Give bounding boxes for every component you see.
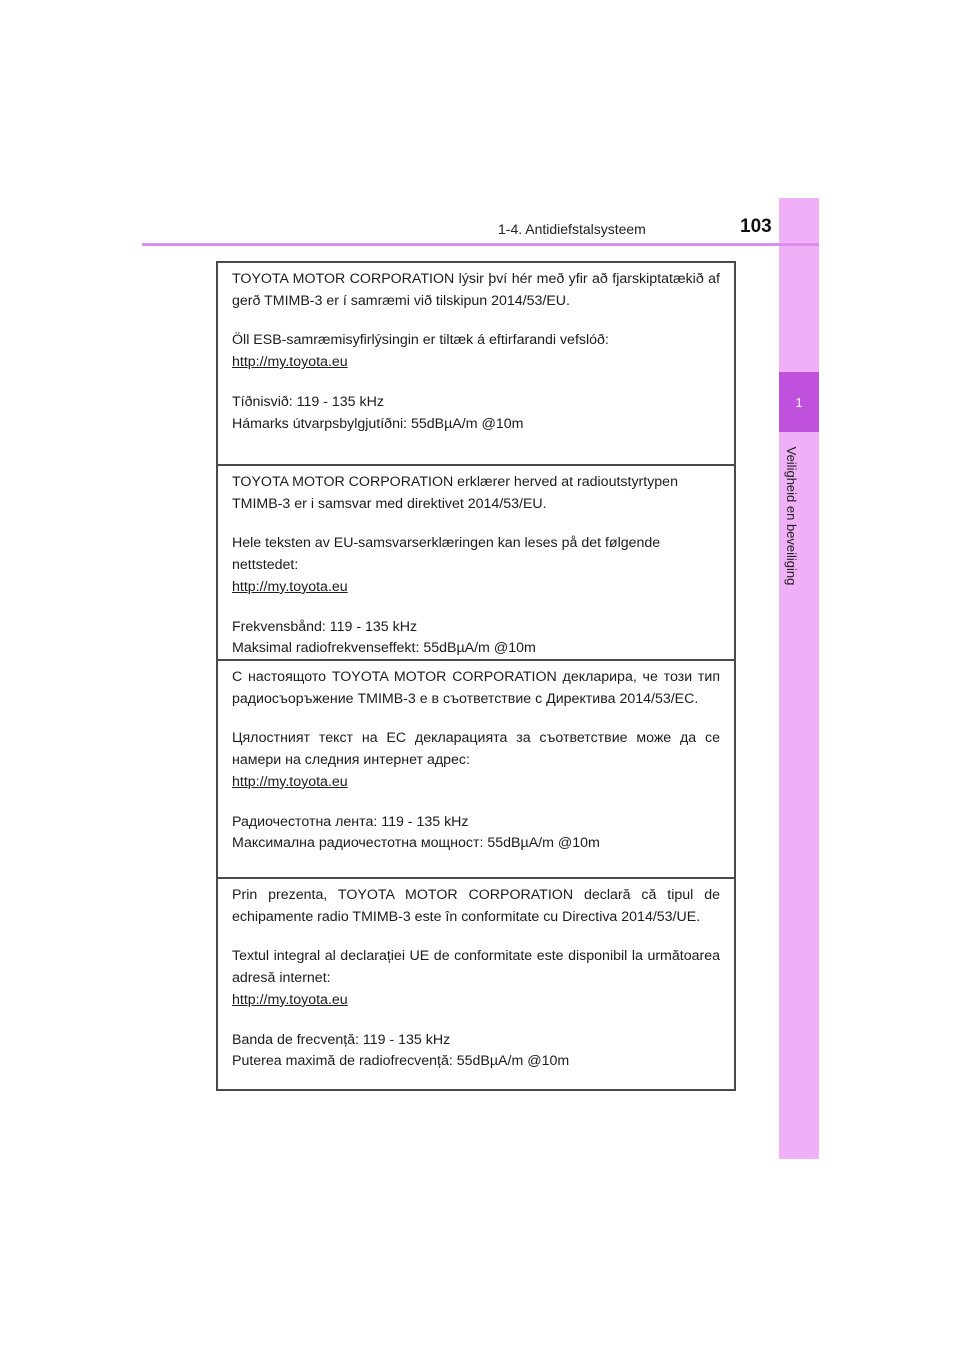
power-spec: Puterea maximă de radiofrecvență: 55dBµA/m @10m [232,1053,570,1070]
info-intro: Öll ESB-samræmisyfirlýsingin er tiltæk á eftirfarandi vefslóð: [232,332,609,349]
frequency-spec: Tíðnisvið: 119 - 135 kHz [232,393,384,410]
declaration-block-bulgarian [218,659,734,877]
chapter-number: 1 [795,394,803,410]
specs-paragraph [232,812,720,855]
chapter-title: Veiligheid en beveiliging [784,446,799,586]
specs-paragraph [232,392,720,435]
declarations-table [216,261,736,1091]
toyota-link[interactable]: http://my.toyota.eu [232,578,348,595]
page-number: 103 [740,216,772,237]
frequency-spec: Frekvensbånd: 119 - 135 kHz [232,618,418,635]
info-intro: Цялостният текст на ЕС декларацията за съответствие може да се намери на следния интернет адрес: [232,730,720,769]
specs-paragraph [232,617,720,660]
declaration-text: TOYOTA MOTOR CORPORATION erklærer herved at radioutstyrtypen TMIMB-3 er i samsvar med direktivet 2014/53/EU. [232,474,678,512]
specs-paragraph [232,1030,720,1073]
section-title: 1-4. Antidiefstalsysteem [498,221,646,237]
info-paragraph [232,728,720,793]
toyota-link[interactable]: http://my.toyota.eu [232,354,348,371]
declaration-block-icelandic [218,263,734,464]
info-paragraph [232,533,720,598]
header-divider [142,243,819,246]
frequency-spec: Радиочестотна лента: 119 - 135 kHz [232,813,469,830]
declaration-text: С настоящото TOYOTA MOTOR CORPORATION декларира, че този тип радиосъоръжение TMIMB-3 е в съответствие с Директива 2014/53/ЕС. [232,669,720,707]
info-intro: Hele teksten av EU-samsvarserklæringen kan leses på det følgende nettstedet: [232,535,661,574]
side-tab [779,198,819,1159]
declaration-text: TOYOTA MOTOR CORPORATION lýsir því hér með yfir að fjarskiptatækið af gerð TMIMB-3 er í samræmi við tilskipun 2014/53/EU. [232,271,720,309]
chapter-number-box [779,372,819,432]
info-intro: Textul integral al declarației UE de conformitate este disponibil la următoarea adresă internet: [232,948,720,987]
frequency-spec: Banda de frecvență: 119 - 135 kHz [232,1031,451,1048]
power-spec: Maksimal radiofrekvenseffekt: 55dBµA/m @10m [232,640,536,657]
power-spec: Hámarks útvarpsbylgjutíðni: 55dBµA/m @10m [232,415,524,432]
power-spec: Максимална радиочестотна мощност: 55dBµA/m @10m [232,835,600,852]
declaration-block-romanian [218,877,734,1089]
declaration-block-norwegian [218,464,734,659]
toyota-link[interactable]: http://my.toyota.eu [232,773,348,790]
info-paragraph [232,330,720,373]
info-paragraph [232,946,720,1011]
declaration-text: Prin prezenta, TOYOTA MOTOR CORPORATION declară că tipul de echipamente radio TMIMB-3 este în conformitate cu Directiva 2014/53/UE. [232,887,720,925]
toyota-link[interactable]: http://my.toyota.eu [232,991,348,1008]
